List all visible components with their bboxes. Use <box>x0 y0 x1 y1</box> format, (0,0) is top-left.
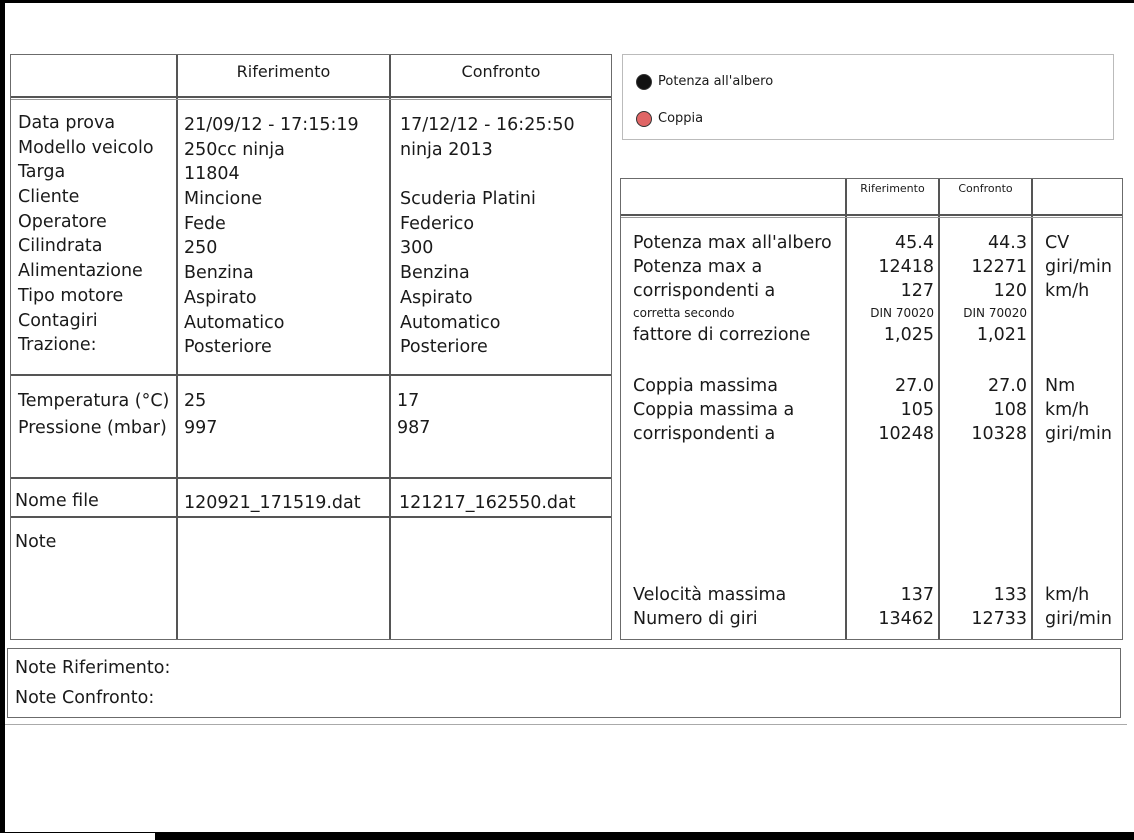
metric-value: 10248 <box>878 424 934 444</box>
metric-value: 10328 <box>971 424 1027 444</box>
metric-unit: CV <box>1045 233 1070 253</box>
table-divider <box>1031 179 1033 639</box>
field-labels <box>18 111 154 358</box>
field-value: 300 <box>400 238 434 259</box>
column-header-confronto: Confronto <box>461 62 541 81</box>
metric-label: Velocità massima <box>633 585 787 605</box>
metric-label: corrispondenti a <box>633 281 776 301</box>
table-divider <box>389 55 391 639</box>
environment-riferimento <box>184 388 217 442</box>
notes-box <box>7 648 1121 718</box>
field-label: Cliente <box>18 187 80 208</box>
speed-riferimento <box>850 583 934 631</box>
file-label: Nome file <box>15 491 99 511</box>
metric-value: 12733 <box>971 609 1027 629</box>
metric-confronto <box>943 231 1027 347</box>
field-value: 250cc ninja <box>184 139 285 160</box>
metric-value: 1,021 <box>976 325 1027 345</box>
column-header-riferimento: Riferimento <box>860 182 925 195</box>
note-confronto-label: Note Confronto: <box>15 688 155 708</box>
torque-labels <box>633 374 794 446</box>
note-label: Note <box>15 532 57 552</box>
speed-confronto <box>943 583 1027 631</box>
field-label: Temperatura (°C) <box>18 391 170 411</box>
field-value: Aspirato <box>184 287 257 308</box>
field-value: Benzina <box>184 263 254 284</box>
page-edge <box>0 833 155 840</box>
file-riferimento: 120921_171519.dat <box>184 493 361 513</box>
field-value: 997 <box>184 418 218 438</box>
metric-label: fattore di correzione <box>633 325 811 345</box>
section-rule <box>11 516 611 518</box>
field-value: 17 <box>397 391 420 411</box>
header-rule <box>11 96 611 100</box>
torque-units <box>1045 374 1112 446</box>
field-value: Posteriore <box>400 337 488 358</box>
metric-value: 127 <box>900 281 934 301</box>
metric-units <box>1045 231 1112 303</box>
field-value: Federico <box>400 213 475 234</box>
field-label: Data prova <box>18 113 116 133</box>
section-rule <box>11 477 611 479</box>
metric-unit: giri/min <box>1045 609 1112 629</box>
metric-label: Coppia massima a <box>633 400 795 420</box>
metric-unit: giri/min <box>1045 424 1112 444</box>
field-value <box>400 162 575 187</box>
metric-value: 120 <box>993 281 1027 301</box>
section-rule <box>11 374 611 376</box>
field-label: Targa <box>18 162 66 183</box>
legend-label-torque: Coppia <box>658 111 704 126</box>
field-label: Alimentazione <box>18 261 143 282</box>
confronto-values <box>400 113 575 360</box>
metric-labels <box>633 231 832 347</box>
metric-label: Potenza max a <box>633 257 763 277</box>
field-value: Automatico <box>184 312 285 333</box>
metric-value: 45.4 <box>895 233 934 253</box>
metric-value: 1,025 <box>883 325 934 345</box>
metric-value: DIN 70020 <box>963 306 1027 320</box>
page-rule <box>5 724 1127 725</box>
metric-value: 133 <box>993 585 1027 605</box>
field-value: Mincione <box>184 189 263 210</box>
column-header-confronto: Confronto <box>958 182 1013 195</box>
legend-dot-power <box>636 74 652 90</box>
metric-value: 12418 <box>878 257 934 277</box>
table-divider <box>176 55 178 639</box>
riferimento-values <box>184 113 359 360</box>
torque-riferimento <box>850 374 934 446</box>
metric-label: corretta secondo <box>633 306 735 320</box>
metric-unit: giri/min <box>1045 257 1112 277</box>
header-rule <box>621 214 1122 218</box>
metric-label: corrispondenti a <box>633 424 776 444</box>
metric-riferimento <box>850 231 934 347</box>
field-value: 987 <box>397 418 431 438</box>
legend-label-power: Potenza all'albero <box>658 74 774 89</box>
environment-confronto <box>397 388 430 442</box>
field-value: Scuderia Platini <box>400 189 536 210</box>
metric-unit: km/h <box>1045 281 1090 301</box>
metric-unit: km/h <box>1045 585 1090 605</box>
field-value: 25 <box>184 391 207 411</box>
column-header-riferimento: Riferimento <box>236 62 331 81</box>
file-confronto: 121217_162550.dat <box>399 493 576 513</box>
torque-confronto <box>943 374 1027 446</box>
field-value: Fede <box>184 213 226 234</box>
field-label: Trazione: <box>18 335 97 356</box>
field-label: Modello veicolo <box>18 137 154 158</box>
metric-value: 105 <box>900 400 934 420</box>
field-label: Cilindrata <box>18 236 103 257</box>
field-value: Benzina <box>400 263 470 284</box>
metric-value: DIN 70020 <box>870 306 934 320</box>
field-label: Tipo motore <box>18 285 124 306</box>
table-divider <box>938 179 940 639</box>
metric-value: 27.0 <box>895 376 934 396</box>
table-divider <box>845 179 847 639</box>
metric-unit: Nm <box>1045 376 1076 396</box>
speed-units <box>1045 583 1112 631</box>
metric-unit: km/h <box>1045 400 1090 420</box>
metric-label: Potenza max all'albero <box>633 233 832 253</box>
metric-value: 137 <box>900 585 934 605</box>
metric-value: 27.0 <box>988 376 1027 396</box>
metric-label: Numero di giri <box>633 609 758 629</box>
metric-value: 44.3 <box>988 233 1027 253</box>
note-riferimento-label: Note Riferimento: <box>15 658 171 678</box>
field-value: ninja 2013 <box>400 139 493 160</box>
environment-labels <box>18 388 169 442</box>
field-value: Posteriore <box>184 337 272 358</box>
field-label: Contagiri <box>18 310 98 331</box>
field-label: Pressione (mbar) <box>18 418 167 438</box>
speed-labels <box>633 583 786 631</box>
metric-label: Coppia massima <box>633 376 778 396</box>
field-value: 21/09/12 - 17:15:19 <box>184 115 359 135</box>
metric-value: 13462 <box>878 609 934 629</box>
field-value: Aspirato <box>400 287 473 308</box>
field-value: 17/12/12 - 16:25:50 <box>400 115 575 135</box>
field-value: 250 <box>184 238 218 259</box>
field-value: 11804 <box>184 164 240 185</box>
metric-value: 108 <box>993 400 1027 420</box>
field-label: Operatore <box>18 211 107 232</box>
legend-dot-torque <box>636 111 652 127</box>
metric-value: 12271 <box>971 257 1027 277</box>
field-value: Automatico <box>400 312 501 333</box>
